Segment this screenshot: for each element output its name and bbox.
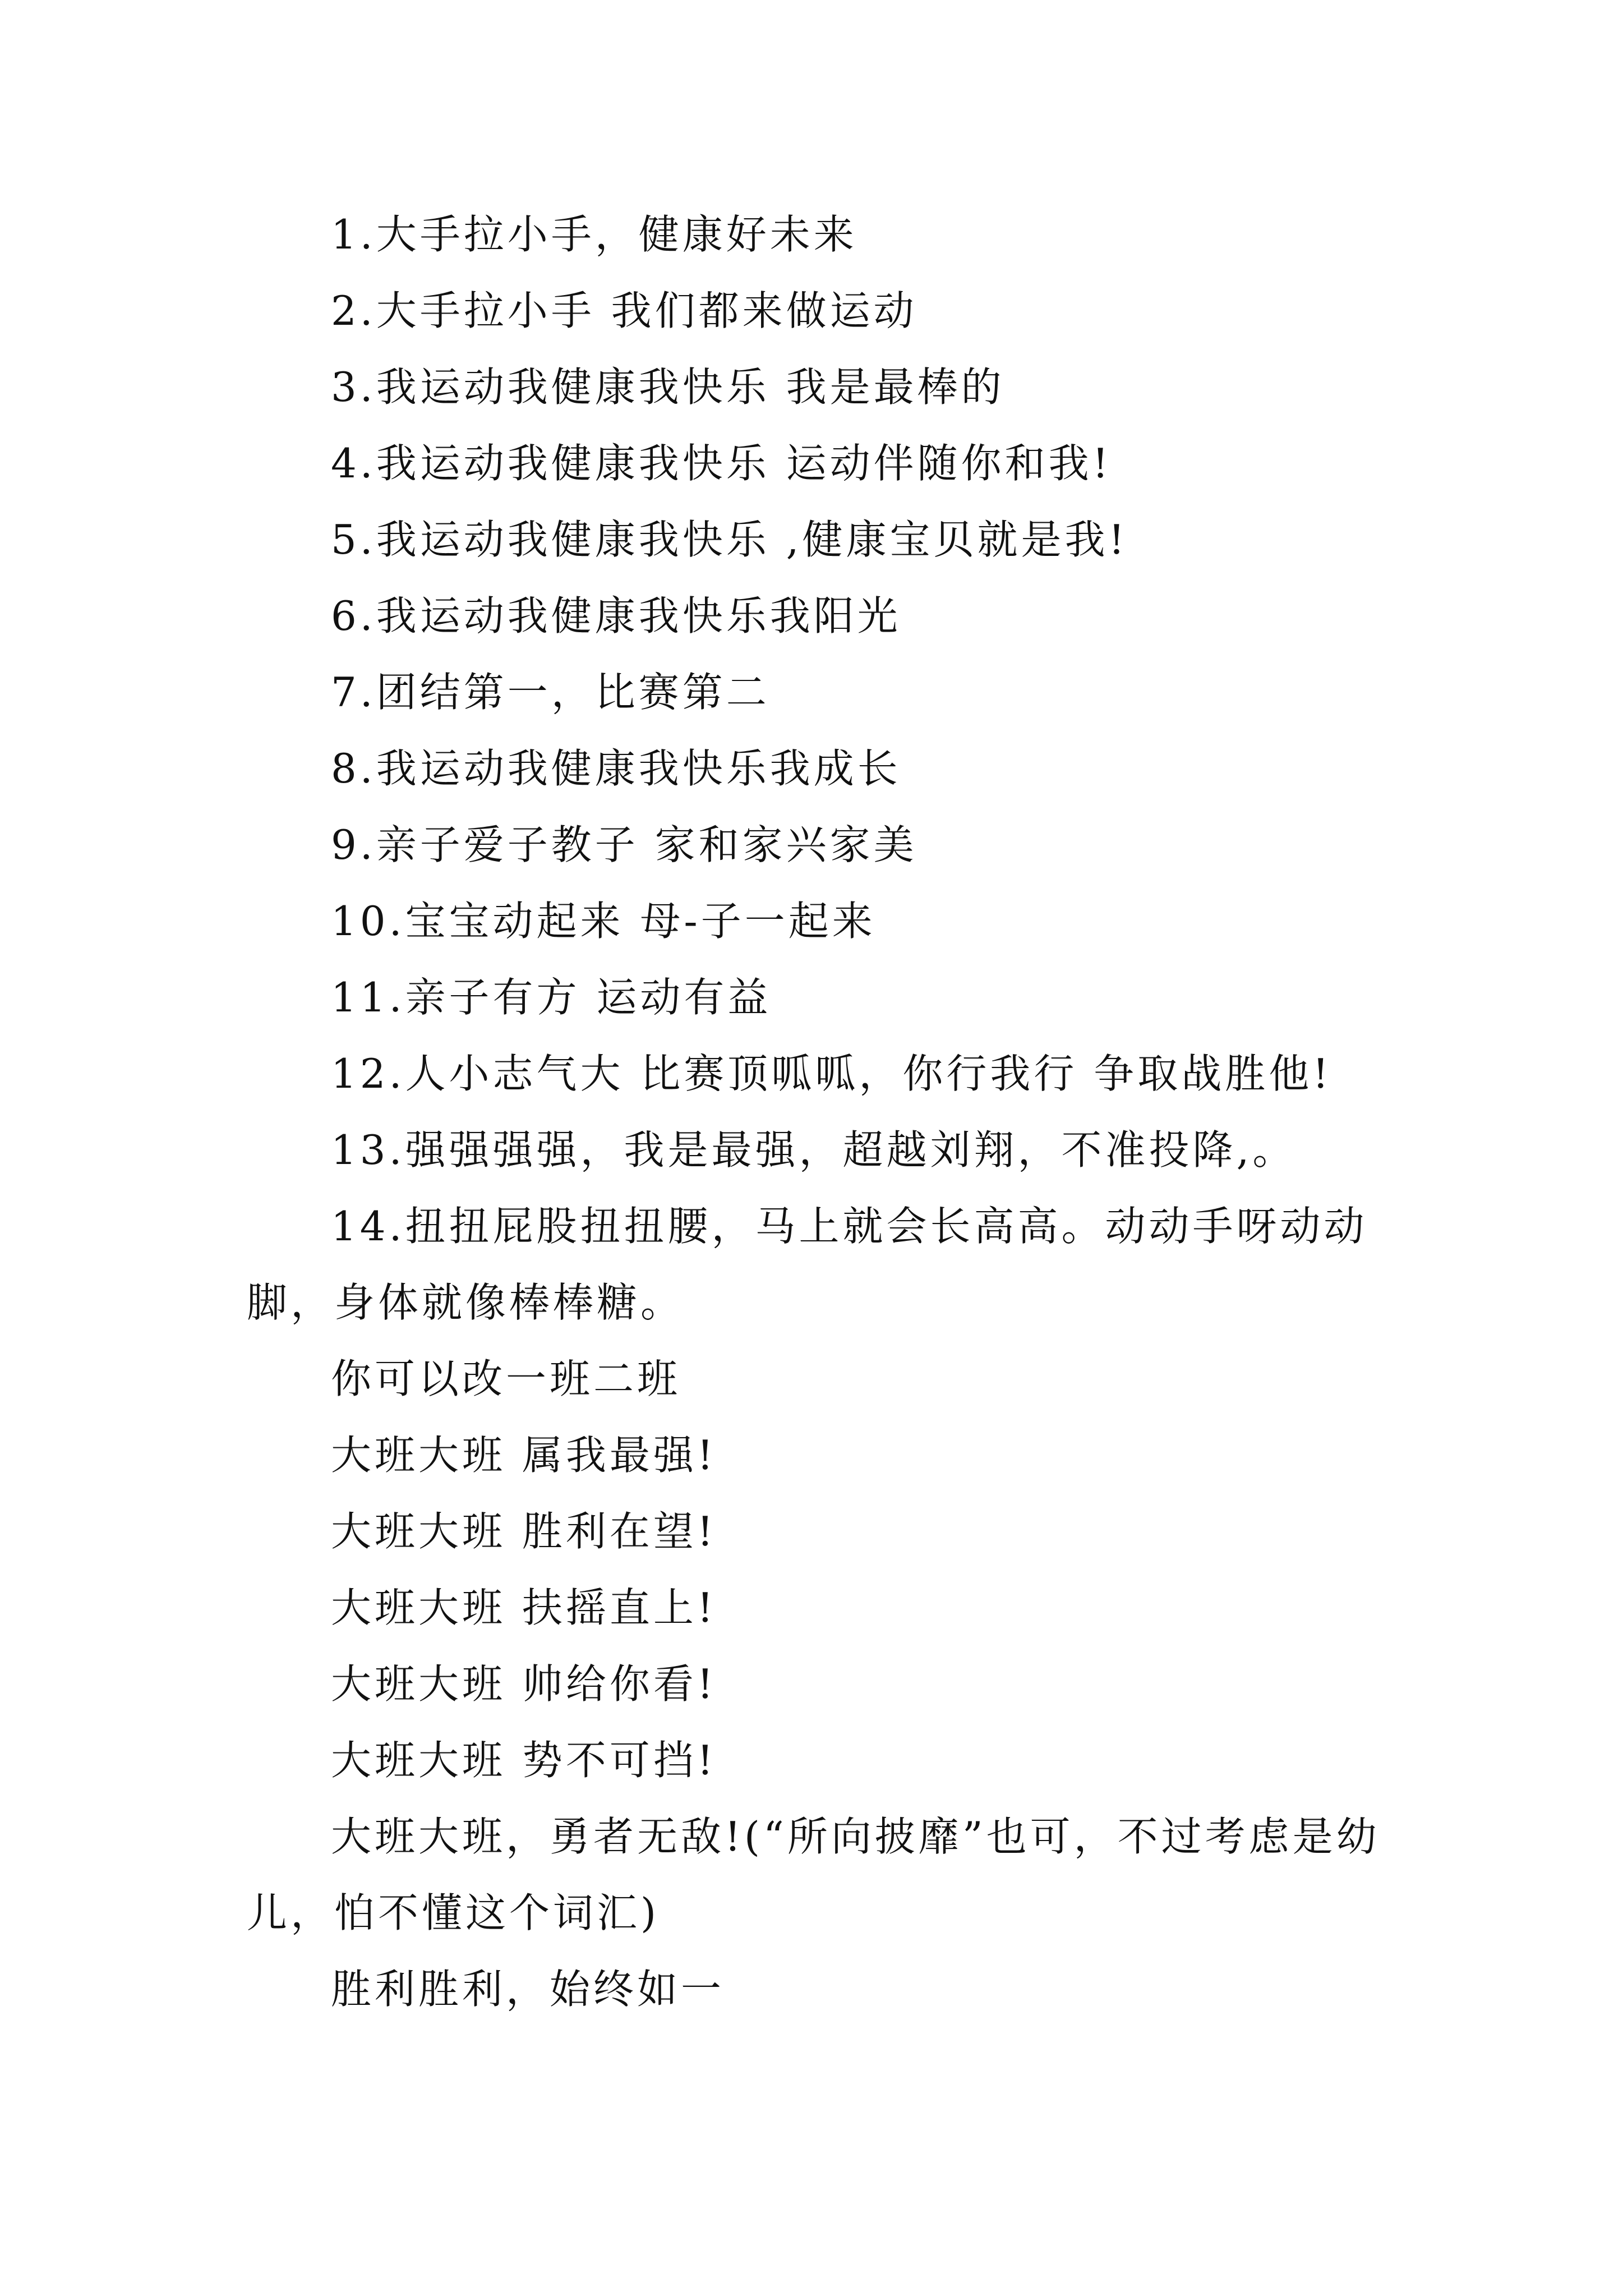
cheer-paragraph-final: 大班大班，勇者无敌!(“所向披靡”也可，不过考虑是幼儿，怕不懂这个词汇) (247, 1813, 1380, 1936)
slogan-line-1: 1.大手拉小手，健康好未来 (331, 211, 857, 258)
slogan-line-9: 9.亲子爱子教子 家和家兴家美 (331, 821, 917, 868)
slogan-line-8: 8.我运动我健康我快乐我成长 (331, 745, 901, 792)
cheer-line-3: 大班大班 扶摇直上! (331, 1584, 717, 1631)
slogan-line-10: 10.宝宝动起来 母-子一起来 (331, 898, 876, 945)
closing-line: 胜利胜利，始终如一 (331, 1966, 725, 2013)
cheer-line-1: 大班大班 属我最强! (331, 1432, 717, 1479)
document-body (247, 196, 1391, 2027)
slogan-paragraph-14: 14.扭扭屁股扭扭腰，马上就会长高高。动动手呀动动脚，身体就像棒棒糖。 (247, 1203, 1368, 1326)
class-note: 你可以改一班二班 (331, 1355, 681, 1402)
slogan-line-13: 13.强强强强，我是最强，超越刘翔，不准投降,。 (331, 1126, 1297, 1174)
cheer-line-5: 大班大班 势不可挡! (331, 1737, 717, 1784)
slogan-line-6: 6.我运动我健康我快乐我阳光 (331, 592, 901, 639)
slogan-line-7: 7.团结第一，比赛第二 (331, 669, 770, 716)
slogan-line-3: 3.我运动我健康我快乐 我是最棒的 (331, 364, 1005, 411)
cheer-line-2: 大班大班 胜利在望! (331, 1508, 717, 1555)
slogan-line-5: 5.我运动我健康我快乐 ,健康宝贝就是我! (331, 516, 1128, 563)
slogan-line-4: 4.我运动我健康我快乐 运动伴随你和我! (331, 440, 1112, 487)
slogan-line-12: 12.人小志气大 比赛顶呱呱，你行我行 争取战胜他! (331, 1050, 1332, 1097)
cheer-line-4: 大班大班 帅给你看! (331, 1660, 717, 1708)
slogan-line-2: 2.大手拉小手 我们都来做运动 (331, 287, 917, 334)
slogan-line-11: 11.亲子有方 运动有益 (331, 974, 772, 1021)
